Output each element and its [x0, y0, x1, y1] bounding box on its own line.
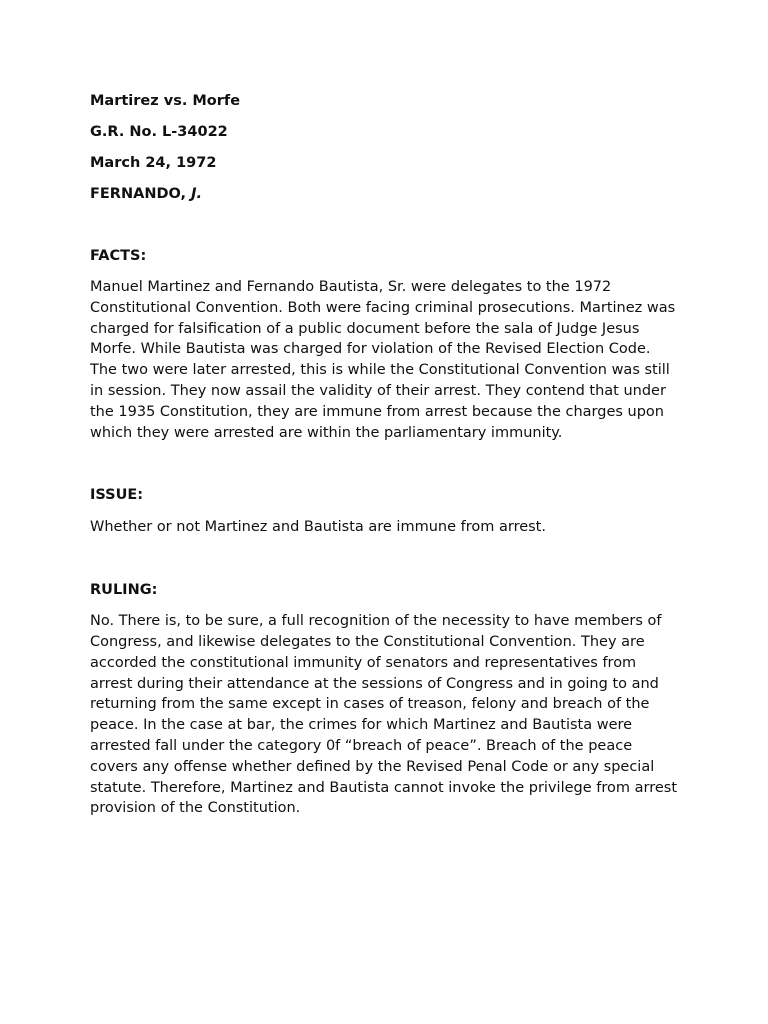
issue-paragraph: Whether or not Martinez and Bautista are immune from arrest.: [90, 519, 546, 536]
ponente: [90, 184, 680, 204]
ponente-name: FERNANDO,: [90, 186, 192, 202]
gr-number: G.R. No. L-34022: [90, 124, 228, 140]
case-digest-document: [90, 91, 680, 819]
decision-date: March 24, 1972: [90, 155, 217, 171]
facts-paragraph: Manuel Martinez and Fernando Bautista, Sr. were delegates to the 1972 Constitutional Convention. Both were facing criminal prosecutions. Martinez was charged for falsification of a public document before the sala of Judge Jesus Morfe. While Bautista was charged for violation of the Revised Election Code. The two were later arrested, this is while the Constitutional Convention was still in session. They now assail the validity of their arrest. They contend that under the 1935 Constitution, they are immune from arrest because the charges upon which they were arrested are within the parliamentary immunity.: [90, 279, 676, 441]
ruling-heading: RULING:: [90, 582, 158, 599]
ruling-paragraph: No. There is, to be sure, a full recognition of the necessity to have members of Congress, and likewise delegates to the Constitutional Convention. They are accorded the constitutional immunity of senators and representatives from arrest during their attendance at the sessions of Congress and in going to and returning from the same except in cases of treason, felony and breach of the peace. In the case at bar, the crimes for which Martinez and Bautista were arrested fall under the category 0f “breach of peace”. Breach of the peace covers any offense whether defined by the Revised Penal Code or any special statute. Therefore, Martinez and Bautista cannot invoke the privilege from arrest provision of the Constitution.: [90, 613, 678, 817]
ponente-suffix: J.: [191, 186, 202, 202]
issue-heading: ISSUE:: [90, 487, 144, 504]
case-title: Martirez vs. Morfe: [90, 93, 241, 109]
facts-heading: FACTS:: [90, 248, 147, 264]
